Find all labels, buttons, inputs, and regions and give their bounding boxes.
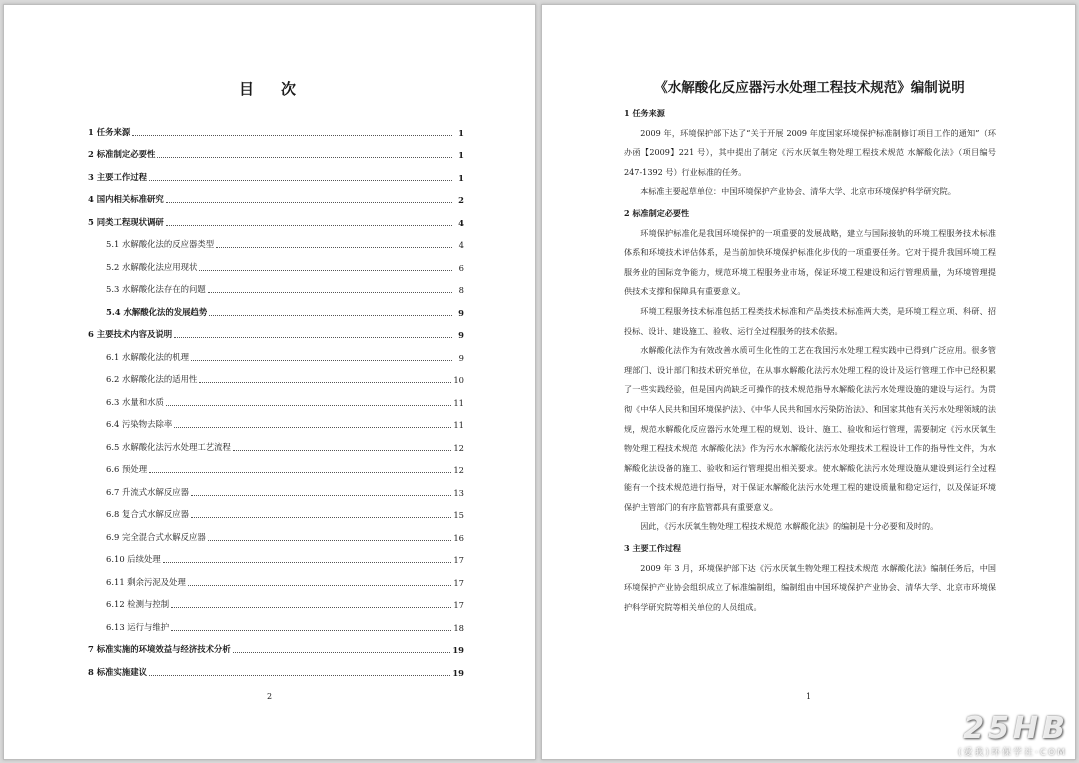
toc-entry[interactable] [88, 610, 464, 633]
toc-entry-text: 6 主要技术内容及说明 [88, 329, 173, 339]
toc-entry[interactable] [88, 408, 464, 431]
toc-title: 目 次 [238, 80, 302, 98]
toc-leader-dots [233, 651, 451, 653]
toc-page [3, 4, 536, 760]
section-heading: 2 标准制定必要性 [624, 207, 690, 218]
toc-entry-page: 2 [458, 195, 464, 205]
toc-entry[interactable] [88, 228, 464, 251]
toc-entry-text: 6.9 完全混合式水解反应器 [106, 531, 206, 542]
toc-leader-dots [191, 494, 451, 496]
toc-leader-dots [149, 471, 451, 473]
toc-entry[interactable] [88, 655, 464, 678]
page-number-right: 1 [805, 692, 812, 701]
toc-entry-page: 6 [458, 262, 464, 273]
watermark-logo [903, 709, 1073, 759]
toc-entry-page: 1 [458, 127, 464, 138]
toc-entry-page: 15 [453, 510, 464, 520]
toc-entry-page: 19 [452, 667, 464, 678]
toc-entry[interactable] [88, 273, 464, 296]
toc-entry-page: 17 [453, 600, 464, 610]
watermark-sub-text: (爱我)环保学社·COM [957, 748, 1067, 758]
section-paragraph: 水解酸化法作为有效改善水质可生化性的工艺在我国污水处理工程实践中已得到广泛应用。很多管理部门、设计部门和技术研究单位，在从事水解酸化法污水处理工程的设计及运行管理工作中已经积累了一些实践经验，但是国内尚缺乏可操作的技术规范指导水解酸化法污水处理设施的建设与运行。为贯彻《中华人民共和国环境保护法》、《中华人民共和国水污染防治法》、和国家其他有关污水处理领域的法规，规范水解酸化反应器污水处理工程的规划、设计、施工、验收和运行管理，需要制定《污水厌氧生物处理工程技术规范 水解酸化法》作为污水水解酸化法污水处理技术工程设计工作的指导性文件，为水解酸化法设备的施工、验收和运行管理提出相关要求。使水解酸化法污水处理设施从建设到运行全过程能有一个技术规范进行指导，对于保证水解酸化法污水处理工程的建设质量和稳定运行，以及保证环境保护主管部门的有序监管都具有重要意义。 [624, 345, 996, 512]
toc-entry-text: 6.12 检测与控制 [106, 599, 170, 609]
toc-leader-dots [132, 134, 452, 136]
toc-leader-dots [171, 606, 451, 608]
toc-entry-page: 1 [458, 172, 464, 183]
toc-entry-page: 4 [458, 240, 464, 250]
page-number-left: 2 [266, 692, 273, 701]
toc-leader-dots [191, 359, 452, 361]
toc-entry-page: 19 [452, 645, 464, 655]
toc-entry-text: 5.4 水解酸化法的发展趋势 [106, 306, 208, 317]
toc-entry-page: 4 [458, 217, 464, 228]
toc-entry[interactable] [88, 318, 464, 341]
toc-entry-page: 16 [453, 532, 464, 543]
section-heading: 3 主要工作过程 [624, 543, 682, 554]
toc-leader-dots [149, 179, 452, 181]
toc-entry[interactable] [88, 430, 464, 453]
toc-list [88, 115, 464, 678]
toc-entry-page: 1 [458, 150, 464, 160]
toc-entry-text: 6.1 水解酸化法的机理 [106, 351, 189, 362]
toc-entry-page: 17 [453, 577, 464, 588]
section-paragraph: 2009 年 3 月，环境保护部下达《污水厌氧生物处理工程技术规范 水解酸化法》编制任务后，中国环境保护产业协会组织成立了标准编制组，编制组由中国环境保护产业协会、清华大学、北京市环境保护科学研究院等相关单位的人员组成。 [624, 562, 996, 612]
section-paragraph: 本标准主要起草单位：中国环境保护产业协会、清华大学、北京市环境保护科学研究院。 [640, 186, 956, 197]
toc-leader-dots [174, 336, 452, 338]
toc-leader-dots [166, 224, 452, 226]
toc-entry-page: 9 [458, 330, 464, 340]
section-paragraph: 2009 年，环境保护部下达了“关于开展 2009 年度国家环境保护标准制修订项目工作的通知”（环办函【2009】221 号），其中提出了制定《污水厌氧生物处理工程技术规范 水解酸化法》（项目编号 247-1392 号）行业标准的任务。 [624, 127, 996, 177]
toc-leader-dots [166, 404, 451, 406]
toc-entry-text: 6.8 复合式水解反应器 [106, 509, 189, 519]
toc-entry-text: 6.10 后续处理 [106, 554, 161, 564]
toc-entry[interactable] [88, 205, 464, 228]
toc-entry[interactable] [88, 453, 464, 476]
toc-entry[interactable] [88, 498, 464, 521]
toc-leader-dots [171, 629, 451, 631]
watermark-main-text: 25HB [963, 711, 1069, 746]
toc-entry-text: 6.7 升流式水解反应器 [106, 486, 189, 497]
toc-entry-page: 17 [453, 555, 464, 565]
toc-entry-text: 6.11 剩余污泥及处理 [106, 576, 186, 587]
toc-entry[interactable] [88, 160, 464, 183]
section-paragraph: 环境工程服务技术标准包括工程类技术标准和产品类技术标准两大类，是环境工程立项、科研、招投标、设计、建设施工、验收、运行全过程服务的技术依据。 [624, 305, 996, 336]
toc-leader-dots [166, 201, 452, 203]
toc-entry-page: 12 [453, 465, 464, 475]
toc-entry-text: 5.2 水解酸化法应用现状 [106, 261, 198, 272]
toc-entry[interactable] [88, 520, 464, 543]
toc-entry-text: 6.4 污染物去除率 [106, 419, 173, 429]
toc-leader-dots [209, 314, 452, 316]
toc-entry-page: 10 [453, 375, 464, 385]
toc-entry-text: 5.1 水解酸化法的反应器类型 [106, 239, 215, 249]
toc-entry-text: 6.5 水解酸化法污水处理工艺流程 [106, 441, 231, 452]
toc-entry-text: 6.2 水解酸化法的适用性 [106, 374, 198, 384]
toc-entry-text: 5.3 水解酸化法存在的问题 [106, 284, 206, 294]
section-paragraph: 环境保护标准化是我国环境保护的一项重要的发展战略，建立与国际接轨的环境工程服务技术标准体系和环境技术评估体系，是当前加快环境保护标准化步伐的一项重要任务。它对于提升我国环境工程服务业的国际竞争能力，规范环境工程服务业市场，保证环境工程建设和运行管理质量，为环境管理提供技术支撑和保障具有重要意义。 [624, 227, 996, 297]
toc-entry[interactable] [88, 183, 464, 206]
toc-entry-page: 9 [458, 352, 464, 363]
toc-entry-text: 8 标准实施建议 [88, 666, 147, 677]
toc-leader-dots [188, 584, 451, 586]
toc-leader-dots [199, 269, 452, 271]
toc-leader-dots [149, 674, 450, 676]
section-paragraph: 因此，《污水厌氧生物处理工程技术规范 水解酸化法》的编制是十分必要和及时的。 [640, 521, 939, 532]
toc-entry-text: 6.13 运行与维护 [106, 621, 170, 632]
document-title: 《水解酸化反应器污水处理工程技术规范》编制说明 [654, 80, 965, 96]
toc-entry-page: 11 [453, 397, 464, 408]
section-heading: 1 任务来源 [624, 108, 665, 118]
toc-entry[interactable] [88, 565, 464, 588]
toc-entry[interactable] [88, 475, 464, 498]
toc-entry[interactable] [88, 295, 464, 318]
toc-entry-text: 3 主要工作过程 [88, 171, 147, 182]
toc-entry-text: 6.6 预处理 [106, 464, 148, 474]
toc-entry[interactable] [88, 588, 464, 611]
toc-leader-dots [233, 449, 451, 451]
toc-entry-text: 6.3 水量和水质 [106, 396, 164, 407]
toc-leader-dots [208, 291, 452, 293]
toc-leader-dots [199, 381, 451, 383]
content-page [541, 4, 1076, 760]
toc-entry[interactable] [88, 340, 464, 363]
toc-entry-page: 9 [458, 307, 464, 318]
toc-entry[interactable] [88, 138, 464, 161]
toc-entry-page: 8 [458, 285, 464, 295]
toc-leader-dots [174, 426, 451, 428]
toc-entry[interactable] [88, 115, 464, 138]
toc-entry[interactable] [88, 250, 464, 273]
toc-entry[interactable] [88, 385, 464, 408]
toc-entry-page: 11 [453, 420, 464, 430]
document-body [624, 102, 996, 617]
toc-leader-dots [157, 156, 452, 158]
toc-entry-page: 12 [453, 442, 464, 453]
toc-entry[interactable] [88, 363, 464, 386]
toc-entry-text: 4 国内相关标准研究 [88, 194, 164, 204]
toc-entry-page: 13 [453, 487, 464, 498]
toc-entry-page: 18 [453, 622, 464, 633]
toc-leader-dots [216, 246, 452, 248]
toc-entry-text: 2 标准制定必要性 [88, 149, 156, 159]
toc-entry-text: 1 任务来源 [88, 126, 131, 137]
toc-entry[interactable] [88, 633, 464, 656]
toc-entry-text: 7 标准实施的环境效益与经济技术分析 [88, 644, 231, 654]
toc-entry-text: 5 同类工程现状调研 [88, 216, 164, 227]
toc-leader-dots [191, 516, 451, 518]
toc-leader-dots [208, 539, 452, 541]
toc-leader-dots [163, 561, 452, 563]
toc-entry[interactable] [88, 543, 464, 566]
